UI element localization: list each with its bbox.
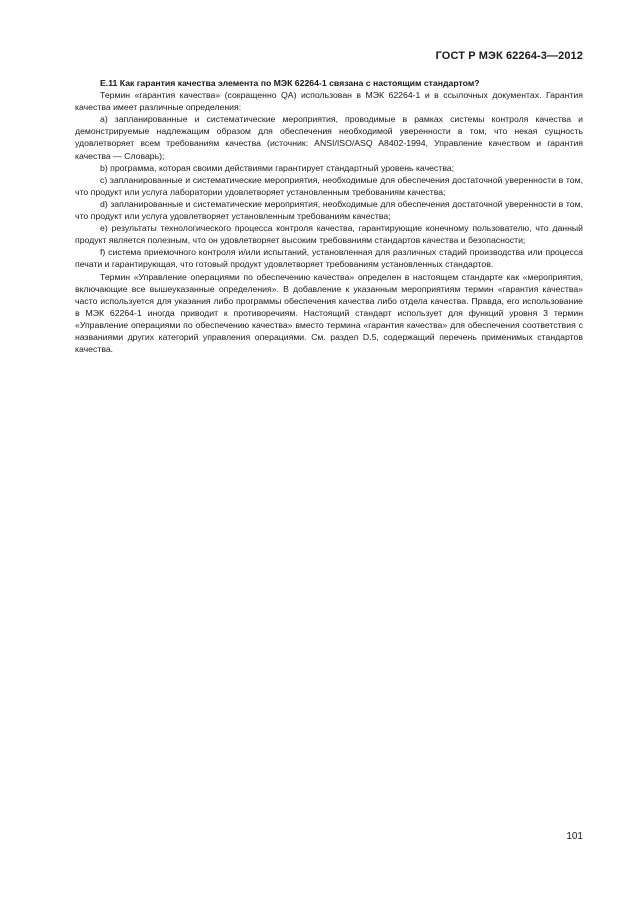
definition-a: а) запланированные и систематические мероприятия, проводимые в рамках системы контроля качества и демонстрируемые надлежащим образом для обеспечения необходимой уверенности в том, что некая сущность удовлетворяет всем требованиям качества (источник: ANSI/ISO/ASQ A8402-1994, Управление качеством и гарантия качества — Словарь); [75,114,583,161]
definition-d: d) запланированные и систематические мероприятия, необходимые для обеспечения достаточной уверенности в том, что продукт или услуга удовлетворяет установленным требованиям качества; [75,198,583,222]
definition-f: f) система приемочного контроля и/или испытаний, установленная для различных стадий производства или процесса печати и гарантирующая, что готовый продукт удовлетворяет требованиям установленных стандартов. [75,247,583,270]
section-heading: E.11 Как гарантия качества элемента по МЭК 62264-1 связана с настоящим стандартом? [100,78,480,88]
definition-c: c) запланированные и систематические мероприятия, необходимые для обеспечения достаточной уверенности в том, что продукт или услуга лаборатории удовлетворяет установленным требованиям качества; [75,174,583,197]
page-number: 101 [566,831,583,842]
standard-id-header: ГОСТ Р МЭК 62264-3—2012 [435,50,583,62]
paragraph-intro: Термин «гарантия качества» (сокращенно QA) использован в МЭК 62264-1 и в ссылочных документах. Гарантия качества имеет различные определения: [75,90,583,113]
definition-b: b) программа, которая своими действиями гарантирует стандартный уровень качества; [100,162,455,173]
definition-e: e) результаты технологического процесса контроля качества, гарантирующие конечному пользователю, что данный продукт является полезным, что он удовлетворяет высоким требованиям стандартов качества и безопасности; [75,223,583,246]
paragraph-conclusion: Термин «Управление операциями по обеспечению качества» определен в настоящем стандарте как «мероприятия, включающие все вышеуказанные определения». В добавление к указанным мероприятиям термин «гарантия качества» часто используется для указания либо программы обеспечения качества либо отдела качества. Правда, его использование в МЭК 62264-1 иногда приводит к противоречиям. Настоящий стандарт использует для функций уровня 3 термин «Управление операциями по обеспечению качества» вместо термина «гарантия качества» для обеспечения соответствия с названиями других категорий управления операциями. См. раздел D.5, содержащий перечень применимых стандартов качества. [75,271,583,355]
section-body [75,77,583,355]
